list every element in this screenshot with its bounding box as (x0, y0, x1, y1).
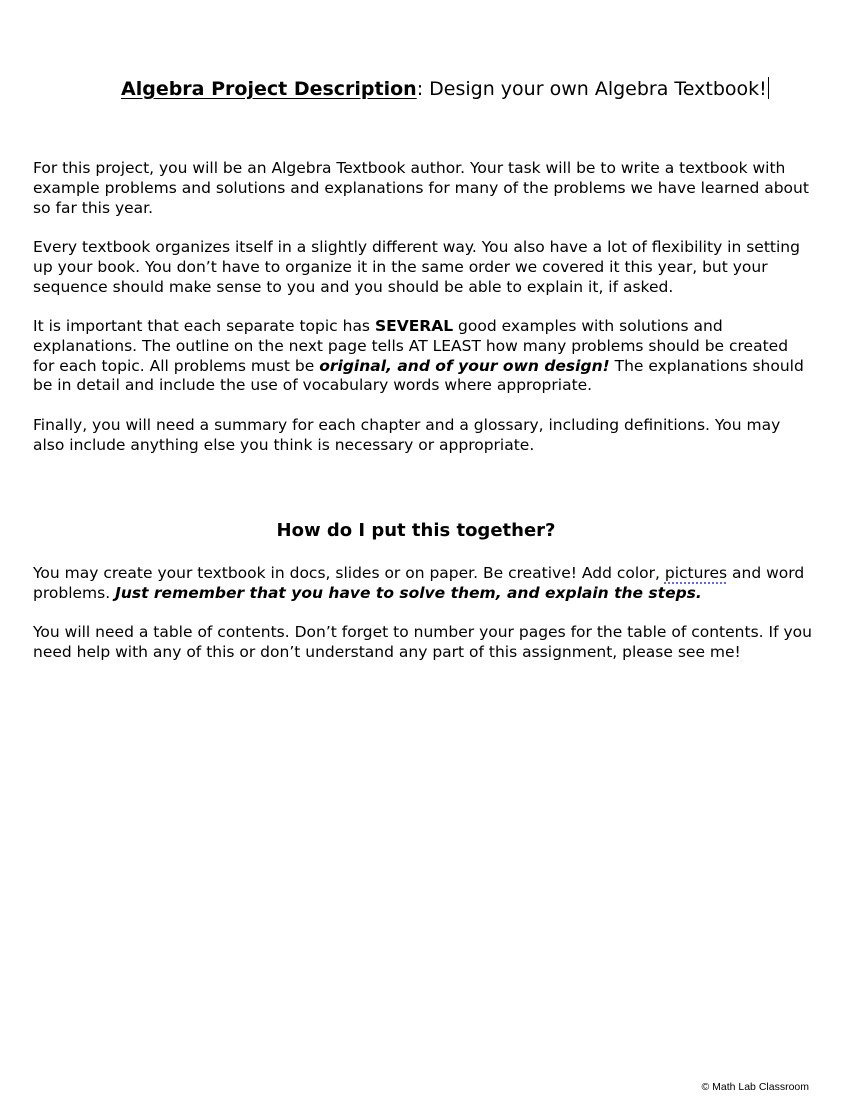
title-colon: : (416, 78, 430, 100)
summary-paragraph: Finally, you will need a summary for each chapter and a glossary, including definitions. You may also include anything else you think is necessary or appropriate. (33, 416, 781, 454)
format-text-a: You may create your textbook in docs, slides or on paper. Be creative! Add color, (33, 564, 665, 582)
format-text-c: and word problems. (33, 564, 805, 602)
contents-paragraph: You will need a table of contents. Don’t forget to number your pages for the table of contents. If you need help with any of this or don’t understand any part of this assignment, please see me! (33, 623, 812, 661)
spellcheck-word-pictures[interactable]: pictures (664, 564, 728, 582)
requirements-text-a: It is important that each separate topic has (33, 317, 375, 335)
format-emphasis-steps: Just remember that you have to solve them, and explain the steps. (115, 583, 702, 602)
title-rest: Design your own Algebra Textbook! (429, 78, 767, 100)
copyright-footer: © Math Lab Classroom (701, 1081, 809, 1093)
requirements-emphasis-several: SEVERAL (374, 317, 454, 335)
text-cursor (768, 77, 769, 99)
requirements-text-c: good examples with solutions and explanations. The outline on the next page tells AT LEAST how many problems should be created for each topic. All problems must be (33, 317, 789, 375)
requirements-paragraph (33, 317, 813, 396)
requirements-emphasis-original: original, and of your own design! (319, 356, 610, 375)
page-title (121, 76, 769, 102)
intro-paragraph: For this project, you will be an Algebra Textbook author. Your task will be to write a textbook with example problems and solutions and explanations for many of the problems we have learned about so far this year. (33, 159, 809, 217)
requirements-text-e: The explanations should be in detail and include the use of vocabulary words where appropriate. (33, 356, 804, 395)
format-paragraph (33, 564, 813, 604)
section-heading: How do I put this together? (276, 520, 556, 541)
title-underlined: Algebra Project Description (121, 78, 417, 100)
organization-paragraph: Every textbook organizes itself in a slightly different way. You also have a lot of flexibility in setting up your book. You don’t have to organize it in the same order we covered it this year, but your sequence should make sense to you and you should be able to explain it, if asked. (33, 238, 800, 296)
